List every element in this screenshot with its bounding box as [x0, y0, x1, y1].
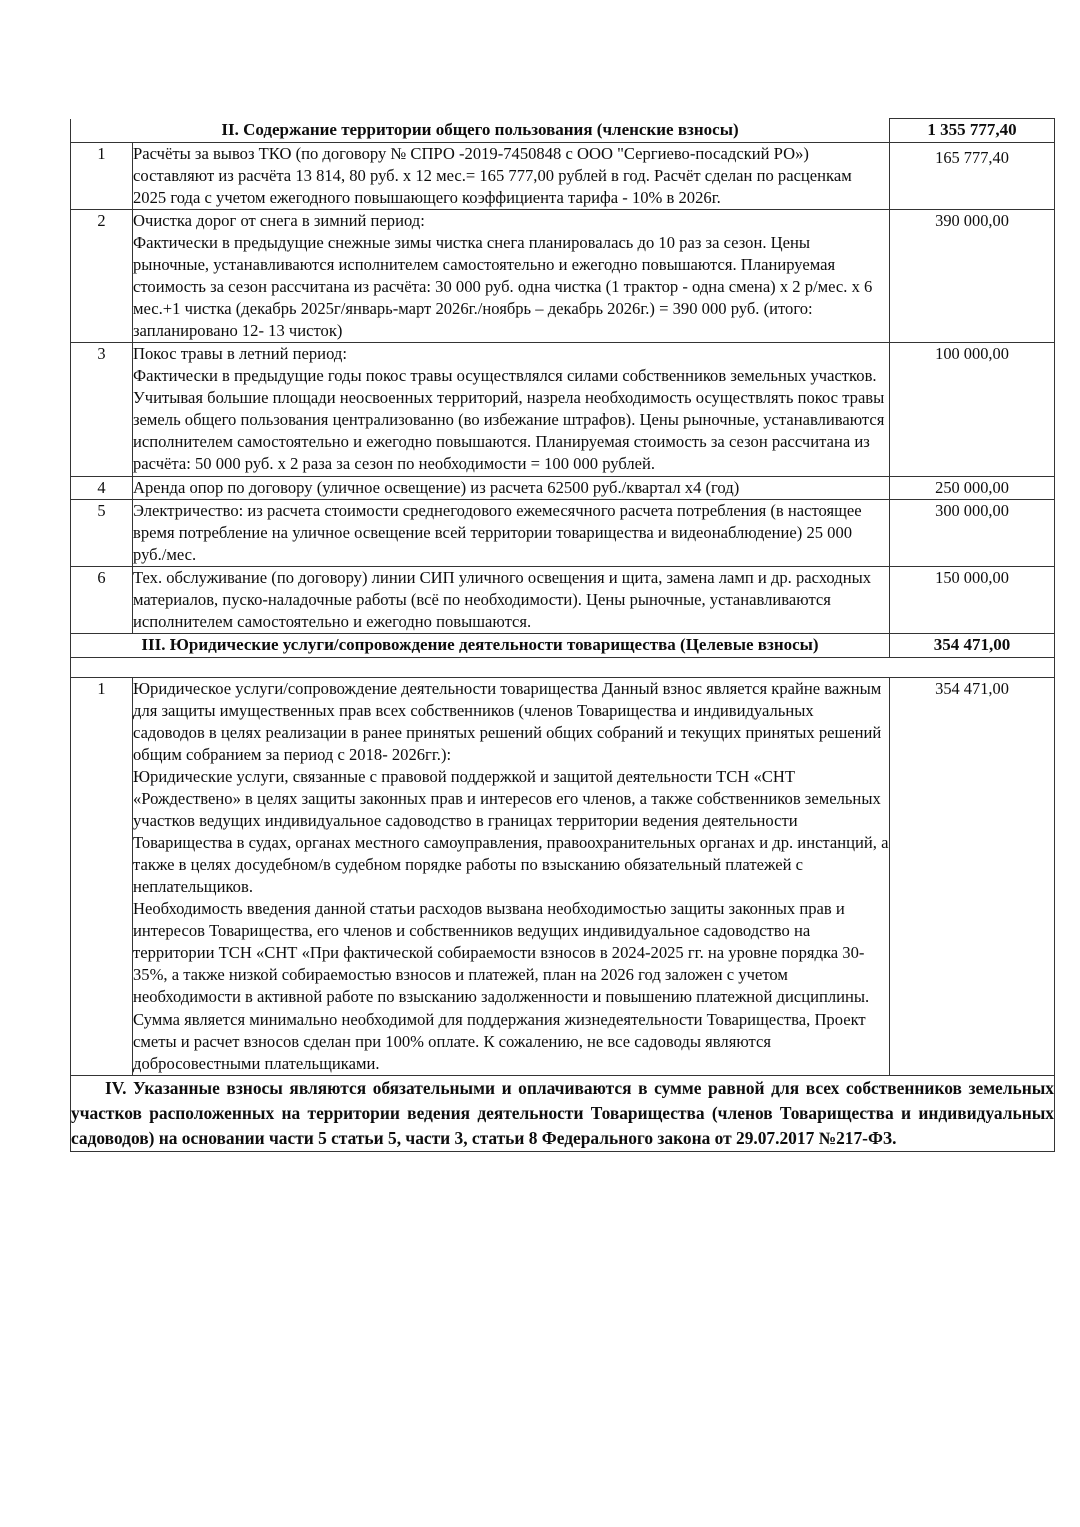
table-row: [71, 476, 1055, 499]
section-iii-title: III. Юридические услуги/сопровождение деятельности товарищества (Целевые взносы): [71, 633, 890, 657]
row-description-line: Юридические услуги, связанные с правовой поддержкой и защитой деятельности ТСН «СНТ «Рождествено» в целях защиты законных прав и интересов его членов, а также собственников земельных участков ведущих индивидуальное садоводство в границах территории ведения деятельности Товарищества в судах, органах местного самоуправления, правоохранительных органах и др. инстанций, а также в целях досудебном/в судебном порядке работы по взысканию обязательный платежей с неплательщиков.: [133, 766, 889, 897]
table-row: [71, 343, 1055, 476]
final-clause-text: IV. Указанные взносы являются обязательными и оплачиваются в сумме равной для всех собственников земельных участков расположенных на территории ведения деятельности Товарищества (членов Товарищества и индивидуальных садоводов) на основании части 5 статьи 5, части 3, статьи 8 Федерального закона от 29.07.2017 №217-ФЗ.: [71, 1075, 1055, 1151]
row-description-line: Необходимость введения данной статьи расходов вызвана необходимостью защиты законных прав и интересов Товарищества, его членов и собственников ведущих индивидуальное садоводство на территории ТСН «СНТ «При фактической собираемости взносов в 2024-2025 гг. на уровне порядка 30-35%, а также низкой собираемостью взносов и платежей, план на 2026 год заложен с учетом необходимости в активной работе по взысканию задолженности и повышению платежной дисциплины. Сумма является минимально необходимой для поддержания жизнедеятельности Товарищества, Проект сметы и расчет взносов сделан при 100% оплате. К сожалению, не все садоводы являются добросовестными плательщиками.: [133, 899, 870, 1073]
section-ii-amount: 1 355 777,40: [890, 119, 1055, 143]
section-iii-amount: 354 471,00: [890, 633, 1055, 657]
spacer-row: [71, 657, 1055, 677]
row-number: 6: [71, 566, 133, 633]
row-description-line: Очистка дорог от снега в зимний период:: [133, 210, 425, 230]
row-description-line: Тех. обслуживание (по договору) линии СИП уличного освещения и щита, замена ламп и др. расходных материалов, пуско-наладочные работы (всё по необходимости). Цены рыночные, устанавливаются исполнителем самостоятельно и ежегодно повышаются.: [133, 567, 872, 631]
table-row: [71, 209, 1055, 342]
row-description: [133, 476, 890, 499]
row-description: [133, 566, 890, 633]
row-amount: 354 471,00: [890, 677, 1055, 1075]
row-amount: 390 000,00: [890, 209, 1055, 342]
row-description-line: Покос травы в летний период:: [133, 344, 347, 364]
spacer-cell-right: [890, 657, 1055, 677]
spacer-cell-left: [71, 657, 133, 677]
row-number: 4: [71, 476, 133, 499]
table-row: [71, 677, 1055, 1075]
row-number: 1: [71, 677, 133, 1075]
section-header-row-iii: [71, 633, 1055, 657]
section-ii-title: II. Содержание территории общего пользования (членские взносы): [71, 119, 890, 143]
row-number: 2: [71, 209, 133, 342]
row-description: [133, 677, 890, 1075]
section-header-row-ii: [71, 119, 1055, 143]
row-description: [133, 343, 890, 476]
row-number: 5: [71, 499, 133, 566]
row-number: 1: [71, 142, 133, 209]
row-description-line: Электричество: из расчета стоимости среднегодового ежемесячного расчета потребления (в настоящее время потребление на уличное освещение всей территории товарищества и видеонаблюдение) 25 000 руб./мес.: [133, 500, 862, 564]
row-description-line: Фактически в предыдущие годы покос травы осуществлялся силами собственников земельных участков. Учитывая большие площади неосвоенных территорий, назрела необходимость осуществлять покос травы земель общего пользования централизованно (во избежание штрафов). Цены рыночные, устанавливаются исполнителем самостоятельно и ежегодно повышаются. Планируемая стоимость за сезон рассчитана из расчёта: 50 000 руб. х 2 раза за сезон по необходимости = 100 000 рублей.: [133, 366, 885, 474]
row-number: 3: [71, 343, 133, 476]
row-amount: 100 000,00: [890, 343, 1055, 476]
row-description-line: Аренда опор по договору (уличное освещение) из расчета 62500 руб./квартал х4 (год): [133, 477, 740, 497]
final-clause-row: [71, 1075, 1055, 1151]
spacer-cell-mid: [133, 657, 890, 677]
row-amount: 250 000,00: [890, 476, 1055, 499]
row-description: [133, 209, 890, 342]
row-amount: 300 000,00: [890, 499, 1055, 566]
row-description-line: Расчёты за вывоз ТКО (по договору № СПРО -2019-7450848 с ООО "Сергиево-посадский РО») составляют из расчёта 13 814, 80 руб. х 12 мес.= 165 777,00 рублей в год. Расчёт сделан по расценкам 2025 года с учетом ежегодного повышающего коэффициента тарифа - 10% в 2026г.: [133, 143, 852, 207]
row-description-line: Юридическое услуги/сопровождение деятельности товарищества Данный взнос является крайне важным для защиты имущественных прав всех собственников (членов Товарищества и индивидуальных садоводов в целях реализации в ранее принятых решений общих собраний и текущих принятых решений общим собранием за период с 2018- 2026гг.):: [133, 678, 882, 764]
row-description: [133, 142, 890, 209]
row-description-line: Фактически в предыдущие снежные зимы чистка снега планировалась до 10 раз за сезон. Цены рыночные, устанавливаются исполнителем самостоятельно и ежегодно повышаются. Планируемая стоимость за сезон рассчитана из расчёта: 30 000 руб. одна чистка (1 трактор - одна смена) х 2 р/мес. х 6 мес.+1 чистка (декабрь 2025г/январь-март 2026г./ноябрь – декабрь 2026г.) = 390 000 руб. (итого: запланировано 12- 13 чисток): [133, 232, 873, 341]
row-amount: 165 777,40: [890, 142, 1055, 209]
table-row: [71, 499, 1055, 566]
row-description: [133, 499, 890, 566]
estimate-table: [70, 118, 1055, 1152]
table-row: [71, 142, 1055, 209]
row-amount: 150 000,00: [890, 566, 1055, 633]
table-row: [71, 566, 1055, 633]
